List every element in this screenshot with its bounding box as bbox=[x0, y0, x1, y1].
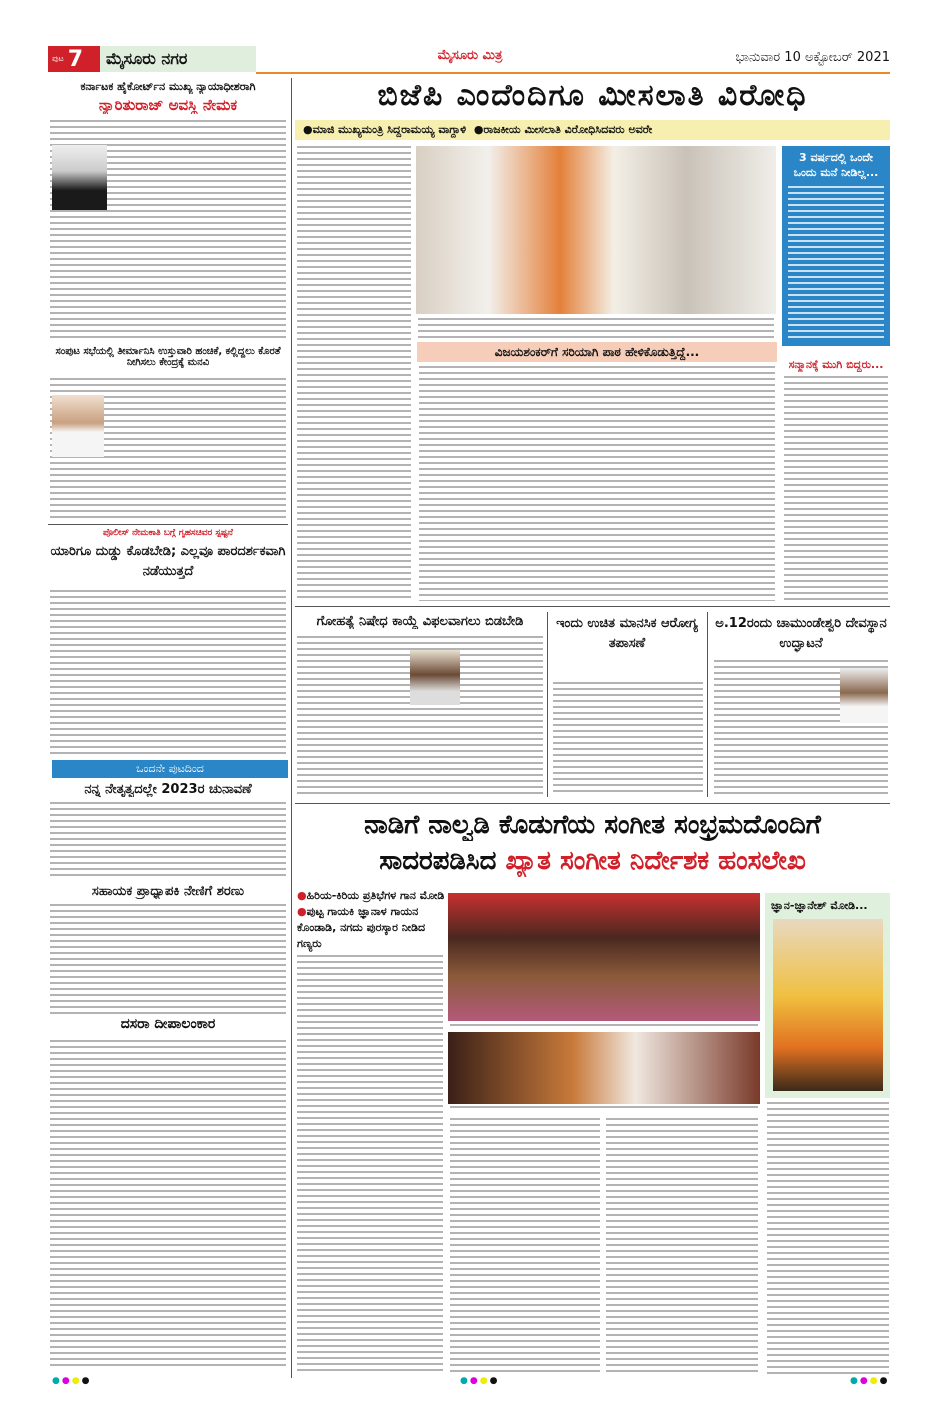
lead-headline: ಬಿಜೆಪಿ ಎಂದೆಂದಿಗೂ ಮೀಸಲಾತಿ ವಿರೋಧಿ bbox=[377, 78, 808, 113]
article-text bbox=[50, 590, 286, 755]
bullet-icon: ● bbox=[303, 123, 313, 136]
lead-subhead-band bbox=[295, 120, 890, 140]
story-headline: ಸಂಪುಟ ಸಭೆಯಲ್ಲಿ ತೀರ್ಮಾನಿಸಿ ಉಸ್ತುವಾರಿ ಹಂಚಿಕೆ, ಕಲ್ಲಿದ್ದಲು ಕೊರತೆ ನೀಗಿಸಲು ಕೇಂದ್ರಕ್ಕೆ ಮನವಿ bbox=[55, 346, 281, 368]
registration-marks: ●●●● bbox=[52, 1376, 92, 1386]
bullet-icon: ● bbox=[297, 905, 307, 918]
divider bbox=[295, 606, 890, 607]
person-photo bbox=[840, 668, 888, 723]
bullet-icon: ● bbox=[297, 889, 307, 902]
side-photo-box bbox=[765, 893, 890, 1098]
concert-photo-2 bbox=[448, 1032, 760, 1104]
divider bbox=[48, 524, 288, 525]
cm-photo bbox=[52, 395, 104, 457]
edition-date: ಭಾನುವಾರ 10 ಅಕ್ಟೋಬರ್ 2021 bbox=[735, 50, 890, 65]
story-kicker: ಕರ್ನಾಟಕ ಹೈಕೋರ್ಟ್‌ನ ಮುಖ್ಯ ನ್ಯಾಯಾಧೀಶರಾಗಿ bbox=[80, 80, 256, 93]
music-bullet: ಹಿರಿಯ-ಕಿರಿಯ ಪ್ರತಿಭೆಗಳ ಗಾನ ಮೋಡಿ bbox=[306, 889, 445, 902]
headline-part: ಸಾದರಪಡಿಸಿದ bbox=[379, 846, 497, 876]
registration-marks: ●●●● bbox=[850, 1376, 890, 1386]
child-singer-photo bbox=[773, 919, 883, 1091]
music-headline-line2 bbox=[295, 846, 890, 877]
article-text bbox=[50, 802, 286, 880]
registration-marks: ●●●● bbox=[460, 1376, 500, 1386]
headline-highlight: ಖ್ಯಾತ ಸಂಗೀತ ನಿರ್ದೇಶಕ ಹಂಸಲೇಖ bbox=[505, 846, 806, 876]
column-divider bbox=[707, 612, 708, 797]
divider bbox=[295, 803, 890, 804]
story-headline: ಯಾರಿಗೂ ದುಡ್ಡು ಕೊಡಬೇಡಿ; ಎಲ್ಲವೂ ಪಾರದರ್ಶಕವಾಗಿ ನಡೆಯುತ್ತದೆ bbox=[50, 544, 286, 579]
article-text bbox=[419, 366, 775, 601]
music-headline: ನಾಡಿಗೆ ನಾಲ್ವಡಿ ಕೊಡುಗೆಯ ಸಂಗೀತ ಸಂಭ್ರಮದೊಂದಿಗೆ bbox=[364, 810, 821, 840]
story-kicker: ಪೊಲೀಸ್ ನೇಮಕಾತಿ ಬಗ್ಗೆ ಗೃಹಸಚಿವರ ಸ್ಪಷ್ಟನೆ bbox=[102, 528, 234, 538]
story-headline: ಗೋಹತ್ಯೆ ನಿಷೇಧ ಕಾಯ್ದೆ ವಿಫಲವಾಗಲು ಬಿಡಬೇಡಿ bbox=[316, 614, 524, 629]
story-headline: ಇಂದು ಉಚಿತ ಮಾನಸಿಕ ಆರೋಗ್ಯ ತಪಾಸಣೆ bbox=[556, 616, 698, 651]
music-bullet: ಪುಟ್ಟ ಗಾಯಕಿ ಜ್ಞಾನಾಳ ಗಾಯನ ಕೊಂಡಾಡಿ, ನಗದು ಪುರಸ್ಕಾರ ನೀಡಿದ ಗಣ್ಯರು bbox=[297, 905, 426, 950]
concert-photo bbox=[448, 893, 760, 1021]
continued-band: ಒಂದನೇ ಪುಟದಿಂದ bbox=[52, 760, 288, 778]
lead-bullet: ರಾಜಕೀಯ ಮೀಸಲಾತಿ ವಿರೋಧಿಸಿದವರು ಅವರೇ bbox=[483, 123, 653, 136]
article-text bbox=[50, 904, 286, 1014]
article-text bbox=[450, 1118, 600, 1375]
article-text bbox=[297, 955, 443, 1375]
article-text bbox=[297, 146, 411, 601]
story-headline: ನನ್ನ ನೇತೃತ್ವದಲ್ಲೇ 2023ರ ಚುನಾವಣೆ bbox=[84, 782, 252, 797]
sidebar-box bbox=[782, 146, 890, 346]
masthead-rule bbox=[256, 72, 890, 74]
article-text bbox=[606, 1118, 758, 1375]
photo-caption bbox=[450, 1106, 758, 1112]
judge-photo bbox=[52, 145, 107, 210]
article-text bbox=[50, 1040, 286, 1370]
story-headline: ದಸರಾ ದೀಪಾಲಂಕಾರ bbox=[120, 1016, 216, 1032]
side-photo-title: ಜ್ಞಾನ-ಜ್ಞಾನೇಶ್ ಮೋಡಿ... bbox=[771, 899, 868, 912]
person-photo bbox=[410, 650, 460, 705]
section-name: ಮೈಸೂರು ನಗರ bbox=[100, 46, 256, 72]
lead-bullet: ಮಾಜಿ ಮುಖ್ಯಮಂತ್ರಿ ಸಿದ್ದರಾಮಯ್ಯ ವಾಗ್ದಾಳಿ bbox=[312, 123, 467, 136]
column-divider bbox=[291, 78, 292, 1378]
article-text bbox=[784, 376, 888, 601]
page-label: ಪುಟ bbox=[52, 54, 64, 63]
article-text bbox=[553, 682, 703, 796]
column-divider bbox=[547, 612, 548, 797]
story-headline: ಅ.12ರಂದು ಚಾಮುಂಡೇಶ್ವರಿ ದೇವಸ್ಥಾನ ಉದ್ಘಾಟನೆ bbox=[715, 616, 887, 651]
page-number-box bbox=[48, 46, 100, 72]
subhead-band: ವಿಜಯಶಂಕರ್‌ಗೆ ಸರಿಯಾಗಿ ಪಾಠ ಹೇಳಿಕೊಡುತ್ತಿದ್ದೆ... bbox=[417, 342, 777, 362]
story-headline: ಸಹಾಯಕ ಪ್ರಾಧ್ಯಾಪಕಿ ನೇಣಿಗೆ ಶರಣು bbox=[91, 884, 245, 899]
paper-logo: ಮೈಸೂರು ಮಿತ್ರ bbox=[437, 48, 503, 63]
sidebar-text bbox=[788, 186, 884, 341]
sidebar-title: 3 ವರ್ಷದಲ್ಲಿ ಒಂದೇ ಒಂದು ಮನೆ ನೀಡಿಲ್ಲ... bbox=[793, 151, 879, 179]
bullet-icon: ● bbox=[473, 123, 484, 136]
music-subhead bbox=[297, 888, 445, 952]
sidebar-headline: ಸನ್ಮಾನಕ್ಕೆ ಮುಗಿ ಬಿದ್ದರು... bbox=[788, 358, 884, 371]
article-text bbox=[767, 1102, 889, 1375]
photo-caption bbox=[450, 1024, 758, 1030]
story-headline: ನ್ಯಾರಿತುರಾಜ್ ಅವಸ್ಥಿ ನೇಮಕ bbox=[98, 96, 238, 114]
event-photo bbox=[416, 146, 776, 314]
page-number: 7 bbox=[67, 46, 84, 72]
photo-caption bbox=[418, 318, 774, 338]
